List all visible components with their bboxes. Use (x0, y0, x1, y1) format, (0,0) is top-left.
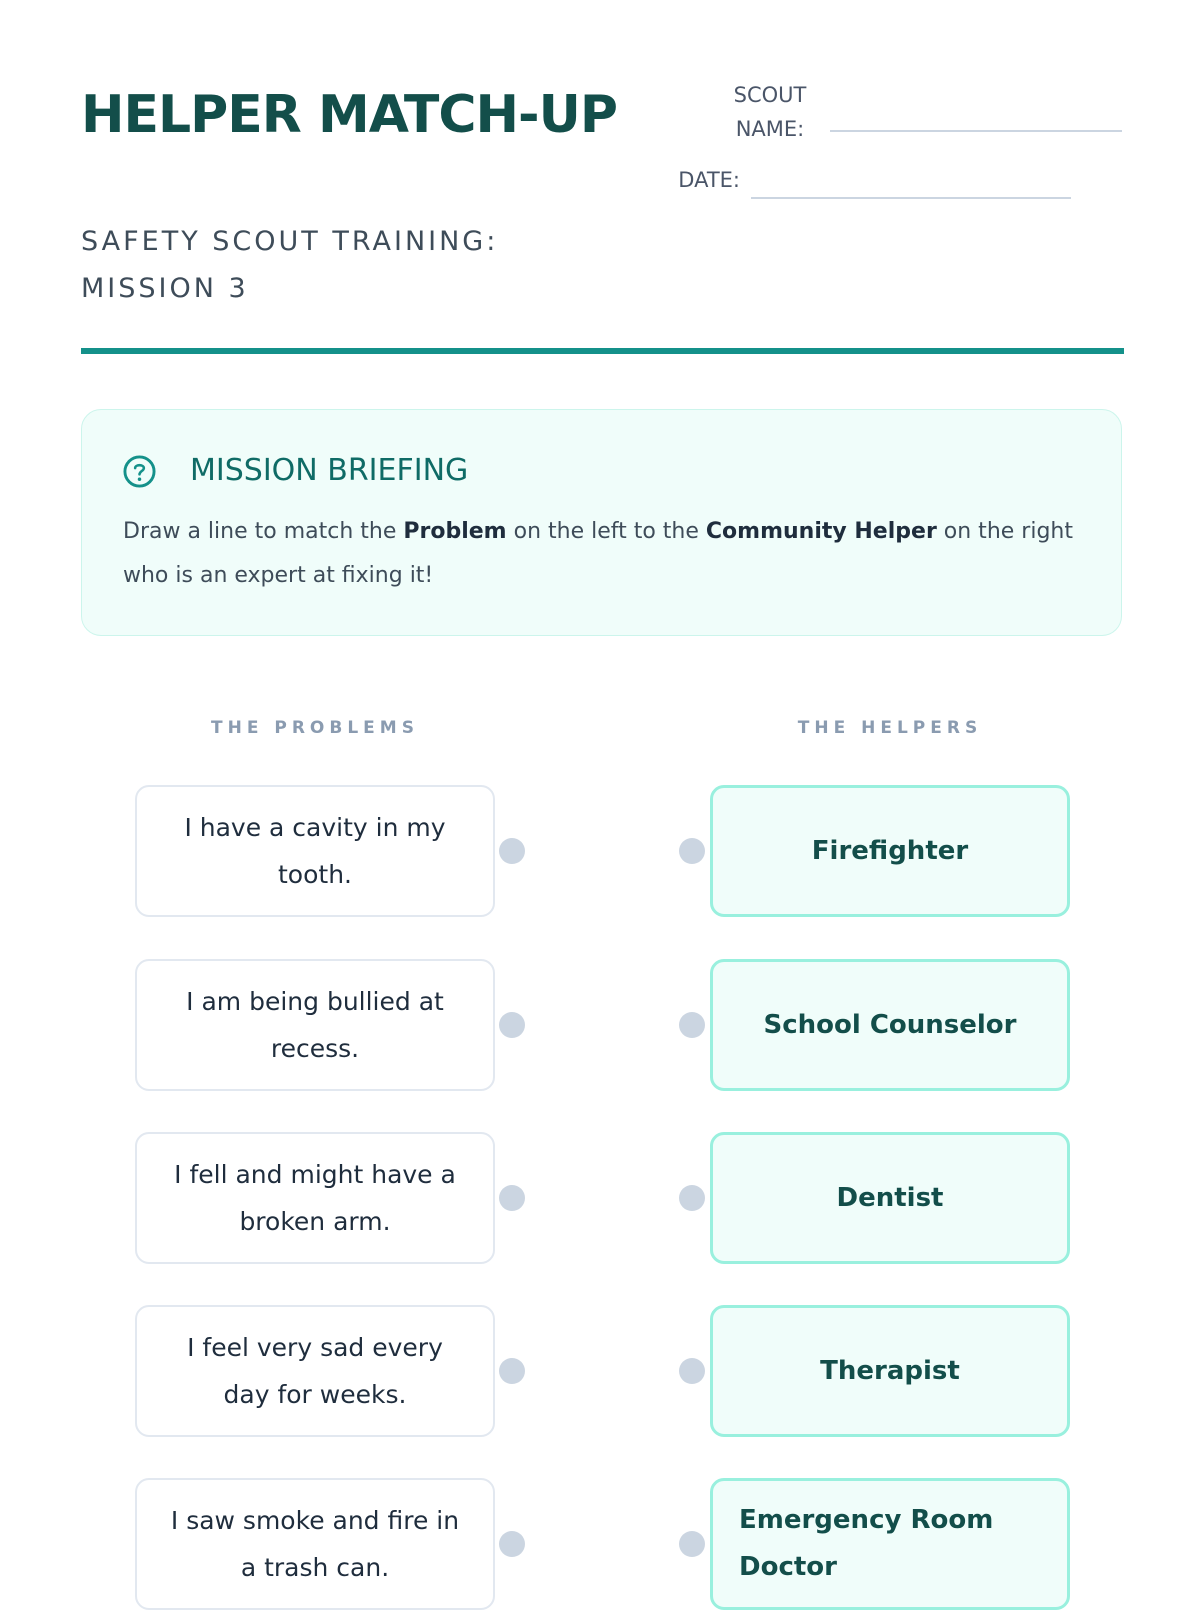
briefing-title: MISSION BRIEFING (190, 453, 469, 488)
briefing-text-part: on the left to the (506, 519, 706, 544)
date-label: DATE: (678, 168, 740, 192)
briefing-text-part: on the right who is an expert at fixing it! (123, 519, 1073, 588)
problem-card: I am being bullied at recess. (135, 959, 495, 1091)
scout-name-label: SCOUT NAME: (733, 83, 807, 141)
problems-column-header: THE PROBLEMS (211, 718, 419, 738)
helper-connector-dot[interactable] (679, 838, 705, 864)
problem-connector-dot[interactable] (499, 1185, 525, 1211)
helper-card: Therapist (710, 1305, 1070, 1437)
header-divider (81, 348, 1124, 354)
scout-name-line[interactable] (830, 130, 1122, 132)
helper-card: Firefighter (710, 785, 1070, 917)
briefing-instructions (123, 510, 1083, 598)
problem-connector-dot[interactable] (499, 838, 525, 864)
problem-connector-dot[interactable] (499, 1358, 525, 1384)
briefing-text-part: Draw a line to match the (123, 519, 404, 544)
problem-card: I saw smoke and fire in a trash can. (135, 1478, 495, 1610)
helper-connector-dot[interactable] (679, 1358, 705, 1384)
problem-connector-dot[interactable] (499, 1531, 525, 1557)
helper-card: Dentist (710, 1132, 1070, 1264)
briefing-keyword-helper: Community Helper (705, 519, 937, 544)
briefing-keyword-problem: Problem (403, 519, 507, 544)
problem-connector-dot[interactable] (499, 1012, 525, 1038)
question-circle-icon (123, 455, 156, 488)
helper-connector-dot[interactable] (679, 1012, 705, 1038)
helper-card: Emergency Room Doctor (710, 1478, 1070, 1610)
helpers-column-header: THE HELPERS (797, 718, 983, 738)
helper-connector-dot[interactable] (679, 1531, 705, 1557)
mission-briefing-box (81, 409, 1122, 636)
problem-card: I have a cavity in my tooth. (135, 785, 495, 917)
date-line[interactable] (751, 197, 1071, 199)
problem-card: I feel very sad every day for weeks. (135, 1305, 495, 1437)
helper-card: School Counselor (710, 959, 1070, 1091)
page-subtitle: SAFETY SCOUT TRAINING: MISSION 3 (81, 226, 499, 304)
page-title: HELPER MATCH-UP (81, 85, 617, 145)
helper-connector-dot[interactable] (679, 1185, 705, 1211)
problem-card: I fell and might have a broken arm. (135, 1132, 495, 1264)
